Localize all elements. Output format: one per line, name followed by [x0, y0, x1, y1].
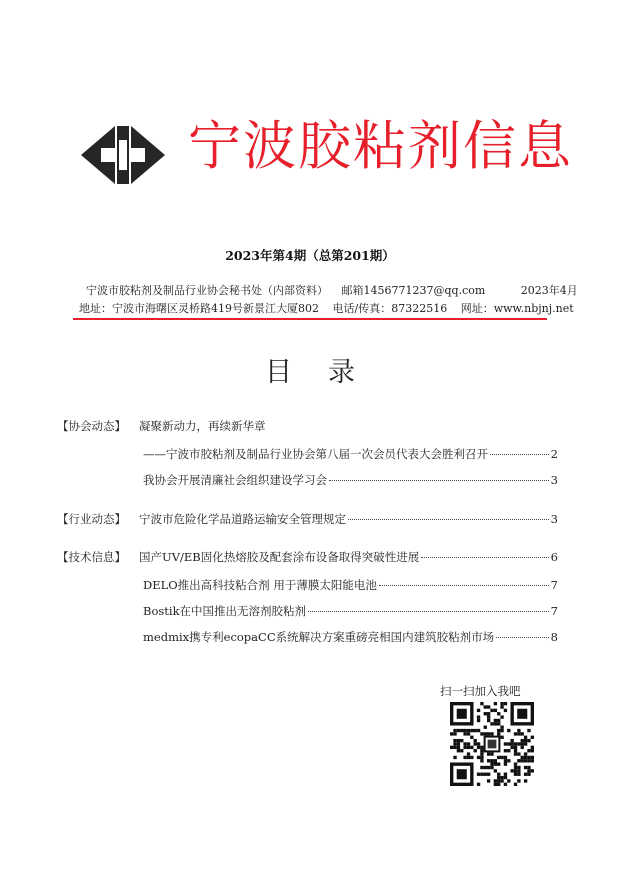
address: 地址：宁波市海曙区灵桥路419号新景江大厦802 [79, 302, 319, 315]
section-label-technology: 【技术信息】 [57, 550, 126, 564]
toc-page-number: 7 [550, 604, 558, 618]
toc-page-number: 6 [550, 550, 558, 564]
toc-entry[interactable] [139, 549, 558, 565]
toc-page-number: 3 [550, 473, 558, 487]
leader-dots [490, 454, 549, 455]
leader-dots [308, 611, 549, 612]
issue-number: 2023年第4期（总第201期） [225, 248, 395, 263]
section-label-industry: 【行业动态】 [57, 512, 126, 526]
email: 邮箱1456771237@qq.com [341, 284, 486, 297]
toc-entry[interactable] [143, 577, 558, 593]
toc-entry[interactable] [143, 446, 558, 462]
association-logo-icon [81, 126, 165, 184]
toc-page-number: 7 [550, 578, 558, 592]
toc-entry-title: medmix携专利ecopaCC系统解决方案重磅亮相国内建筑胶粘剂市场 [143, 630, 495, 644]
toc-entry[interactable] [143, 472, 558, 488]
toc-page-number: 3 [550, 512, 558, 526]
toc-entry-title: DELO推出高科技粘合剂 用于薄膜太阳能电池 [143, 578, 377, 592]
leader-dots [421, 557, 548, 558]
header-divider [73, 318, 547, 320]
toc-entry[interactable] [143, 603, 558, 619]
publisher-info-line [86, 282, 588, 298]
toc-entry-title: 我协会开展清廉社会组织建设学习会 [143, 473, 327, 487]
contact-info-line [79, 300, 574, 316]
section-label-association: 【协会动态】 [57, 419, 126, 433]
toc-heading: 目录 [265, 357, 391, 388]
leader-dots [379, 585, 549, 586]
leader-dots [329, 480, 549, 481]
phone: 电话/传真：87322516 [332, 302, 448, 315]
toc-page-number: 8 [550, 630, 558, 644]
toc-entry-title: ——宁波市胶粘剂及制品行业协会第八届一次会员代表大会胜利召开 [143, 447, 488, 461]
leader-dots [348, 519, 549, 520]
qr-code-icon [450, 702, 534, 786]
toc-entry[interactable] [143, 629, 558, 645]
toc-entry-title: 宁波市危险化学品道路运输安全管理规定 [139, 512, 346, 526]
publisher: 宁波市胶粘剂及制品行业协会秘书处（内部资料） [86, 284, 328, 297]
website: 网址：www.nbjnj.net [460, 302, 574, 315]
toc-entry[interactable] [139, 511, 558, 527]
publish-date: 2023年4月 [520, 284, 578, 297]
leader-dots [496, 637, 549, 638]
toc-page-number: 2 [550, 447, 558, 461]
toc-entry-title: Bostik在中国推出无溶剂胶粘剂 [143, 604, 307, 618]
toc-entry-title: 国产UV/EB固化热熔胶及配套涂布设备取得突破性进展 [139, 550, 420, 564]
masthead-title: 宁波胶粘剂信息 [188, 116, 573, 177]
qr-caption: 扫一扫加入我吧 [440, 684, 521, 698]
toc-entry-title: 凝聚新动力，再续新华章 [139, 419, 266, 433]
toc-entry[interactable] [139, 418, 266, 434]
